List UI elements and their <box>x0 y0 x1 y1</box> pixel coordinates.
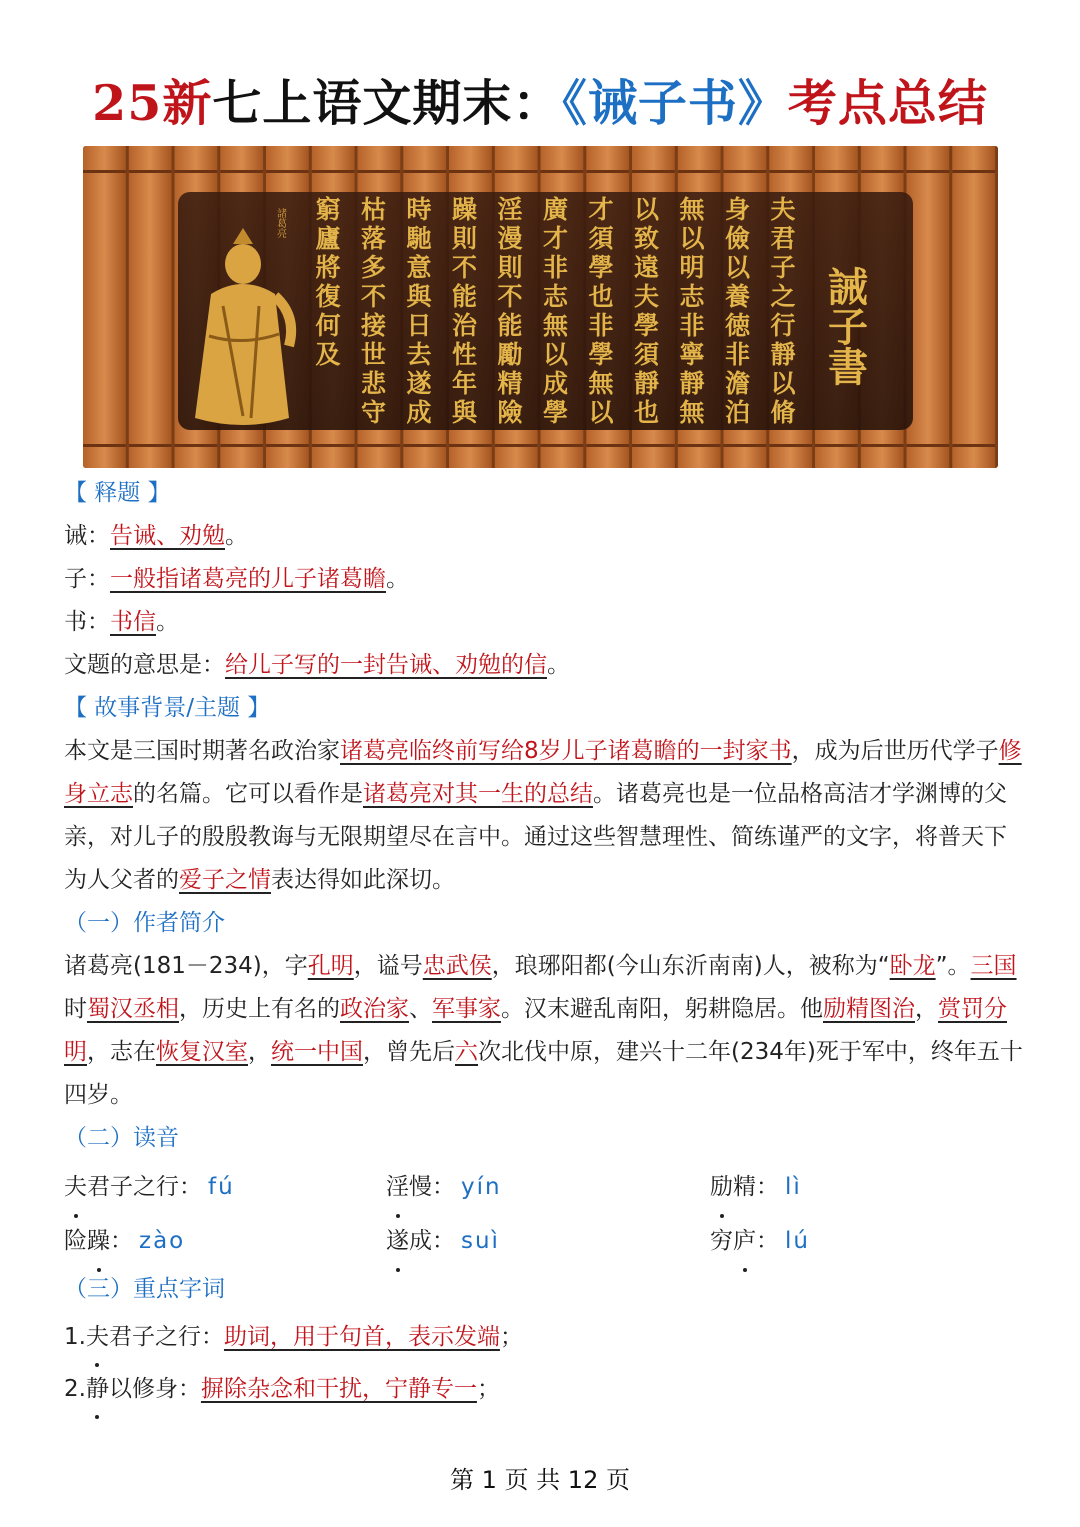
binding-cord <box>175 444 218 447</box>
scroll-character: 與 <box>451 398 478 427</box>
binding-cord <box>769 444 812 447</box>
binding-cord <box>724 170 767 173</box>
underlined-term: 爱子之情 <box>179 867 271 893</box>
binding-cord <box>83 170 126 173</box>
scroll-character: 夫 <box>633 282 660 311</box>
scroll-character: 意 <box>406 253 432 282</box>
scroll-character: 守 <box>360 398 387 427</box>
scroll-character: 廣 <box>542 195 569 224</box>
scroll-character: 能 <box>497 311 523 340</box>
binding-cord <box>952 444 995 447</box>
scroll-character: 脩 <box>770 398 796 427</box>
scroll-character: 及 <box>315 340 341 369</box>
word-suffix: 精： <box>733 1174 779 1200</box>
underlined-term: 诸葛亮对其一生的总结 <box>363 781 593 807</box>
scroll-character: 儉 <box>724 224 751 253</box>
binding-cord <box>495 170 538 173</box>
scroll-character: 靜 <box>770 340 796 369</box>
binding-cord <box>312 444 355 447</box>
dotted-char: 淫 <box>386 1160 409 1214</box>
scroll-character: 治 <box>451 311 478 340</box>
binding-cord <box>678 444 721 447</box>
binding-cord <box>952 170 995 173</box>
scroll-character: 何 <box>315 311 341 340</box>
pinyin-item <box>710 1214 810 1268</box>
scroll-character: 與 <box>406 282 432 311</box>
section-header-shiti: 【 释题 】 <box>64 480 171 506</box>
author-name-label: 諸葛亮 <box>274 208 286 238</box>
scroll-character: 成 <box>542 369 569 398</box>
page-title <box>0 68 1080 138</box>
keyword-item <box>64 1363 1024 1415</box>
scroll-character: 非 <box>724 340 751 369</box>
binding-cord <box>220 444 263 447</box>
pinyin-text: suì <box>461 1228 500 1254</box>
scroll-character: 不 <box>360 282 387 311</box>
binding-cord <box>678 170 721 173</box>
binding-cord <box>220 170 263 173</box>
pinyin-row <box>64 1160 1024 1214</box>
binding-cord <box>907 444 950 447</box>
pinyin-item <box>64 1214 185 1268</box>
binding-cord <box>907 170 950 173</box>
word-suffix: ： <box>110 1228 133 1254</box>
binding-cord <box>815 444 858 447</box>
dotted-char: 夫 <box>64 1160 87 1214</box>
dotted-char: 励 <box>710 1160 733 1214</box>
scroll-character: 精 <box>497 369 523 398</box>
word-suffix: 慢： <box>409 1174 455 1200</box>
scroll-character: 學 <box>633 311 660 340</box>
scroll-character: 徳 <box>724 311 751 340</box>
scroll-character: 無 <box>679 195 705 224</box>
scroll-character: 則 <box>497 253 523 282</box>
scroll-character: 枯 <box>360 195 387 224</box>
scroll-character: 將 <box>315 253 341 282</box>
term-label: 文题的意思是： <box>64 652 225 678</box>
scroll-character: 泊 <box>724 398 751 427</box>
section-header-reading: （二）读音 <box>64 1125 179 1151</box>
scroll-character: 廬 <box>315 224 341 253</box>
punctuation: 。 <box>156 609 179 635</box>
scroll-character: 以 <box>679 224 705 253</box>
scroll-character: 非 <box>542 253 569 282</box>
keyword-list <box>64 1311 1024 1415</box>
scroll-character: 子 <box>770 253 796 282</box>
author-paragraph: 诸葛亮(181－234)，字孔明，谥号忠武侯，琅琊阳都(今山东沂南南)人，被称为“卧龙”。三国时蜀汉丞相，历史上有名的政治家、军事家。汉末避乱南阳，躬耕隐居。他励精图治，赏罚分明，志在恢复汉室，统一中国，曾先后六次北伐中原，建兴十二年(234年)死于军中，终年五十四岁。 <box>64 953 1023 1108</box>
scroll-character: 以 <box>770 369 796 398</box>
scroll-character: 養 <box>724 282 751 311</box>
binding-cord <box>769 170 812 173</box>
scroll-character: 行 <box>770 311 796 340</box>
scroll-character: 能 <box>451 282 478 311</box>
binding-cord <box>175 170 218 173</box>
binding-cord <box>632 170 675 173</box>
scroll-character: 不 <box>451 253 478 282</box>
shiti-row <box>64 601 1024 644</box>
bamboo-slip <box>83 146 126 468</box>
pinyin-text: yín <box>461 1174 502 1200</box>
scroll-character: 馳 <box>406 224 432 253</box>
scroll-character: 淫 <box>497 195 523 224</box>
word-prefix: 险 <box>64 1228 87 1254</box>
shiti-row <box>64 644 1024 687</box>
binding-cord <box>449 444 492 447</box>
binding-cord <box>541 170 584 173</box>
scroll-character: 非 <box>679 311 705 340</box>
scroll-character: 靜 <box>679 369 705 398</box>
scroll-character: 須 <box>588 224 614 253</box>
scroll-character: 明 <box>679 253 705 282</box>
scroll-character: 險 <box>497 398 523 427</box>
dotted-char: 遂 <box>386 1214 409 1268</box>
scroll-character: 躁 <box>451 195 478 224</box>
pinyin-item <box>386 1214 500 1268</box>
keyword-meaning: 助词，用于句首，表示发端 <box>223 1324 500 1350</box>
item-number: 1. <box>64 1324 86 1350</box>
scroll-character: 君 <box>770 224 796 253</box>
binding-cord <box>541 444 584 447</box>
section-header-background: 【 故事背景/主题 】 <box>64 695 271 721</box>
scroll-character: 世 <box>360 340 387 369</box>
underlined-term: 诸葛亮临终前写给8岁儿子诸葛瞻的一封家书 <box>340 738 792 764</box>
scroll-character: 才 <box>588 195 614 224</box>
scroll-character: 性 <box>451 340 478 369</box>
binding-cord <box>495 444 538 447</box>
scroll-character: 日 <box>406 311 432 340</box>
page-footer: 第 1 页 共 12 页 <box>450 1466 630 1494</box>
scroll-character: 年 <box>451 369 478 398</box>
scroll-character: 多 <box>360 253 387 282</box>
dotted-char: 夫 <box>86 1311 109 1363</box>
scroll-character: 夫 <box>770 195 796 224</box>
scroll-character: 遂 <box>406 369 432 398</box>
scroll-character: 無 <box>542 311 569 340</box>
title-grade: 七上语文期末： <box>212 74 563 132</box>
scroll-title: 誡子書 <box>821 266 869 386</box>
shiti-row <box>64 558 1024 601</box>
scroll-character: 不 <box>497 282 523 311</box>
scroll-character: 致 <box>633 224 660 253</box>
title-book: 《诫子书》 <box>562 74 788 132</box>
scroll-character: 也 <box>588 282 614 311</box>
binding-cord <box>586 170 629 173</box>
section-header-author: （一）作者简介 <box>64 910 225 936</box>
term-label: 诫： <box>64 523 110 549</box>
pinyin-text: lì <box>785 1174 802 1200</box>
dotted-char: 躁 <box>87 1214 110 1268</box>
pinyin-row <box>64 1214 1024 1268</box>
term-meaning: 给儿子写的一封告诫、劝勉的信 <box>225 652 547 678</box>
binding-cord <box>861 170 904 173</box>
term-meaning: 一般指诸葛亮的儿子诸葛瞻 <box>110 566 386 592</box>
scroll-character: 寧 <box>679 340 705 369</box>
scroll-character: 以 <box>724 253 751 282</box>
scroll-character: 成 <box>406 398 432 427</box>
scroll-character: 復 <box>315 282 341 311</box>
scroll-character: 漫 <box>497 224 523 253</box>
bamboo-slip <box>129 146 172 468</box>
scroll-character: 以 <box>633 195 660 224</box>
binding-cord <box>266 444 309 447</box>
scroll-character: 無 <box>588 369 614 398</box>
scroll-character: 靜 <box>633 369 660 398</box>
binding-cord <box>586 444 629 447</box>
scroll-character: 遠 <box>633 253 660 282</box>
scroll-character: 志 <box>679 282 705 311</box>
dotted-char: 静 <box>86 1363 109 1415</box>
section-header-keywords: （三）重点字词 <box>64 1276 225 1302</box>
punctuation: ； <box>476 1376 500 1402</box>
punctuation: 。 <box>225 523 248 549</box>
scroll-character: 之 <box>770 282 796 311</box>
word-suffix: 君子之行： <box>87 1174 202 1200</box>
binding-cord <box>83 444 126 447</box>
word-prefix: 穷 <box>710 1228 733 1254</box>
word-suffix: 君子之行： <box>108 1324 224 1350</box>
term-meaning: 告诫、劝勉 <box>110 523 225 549</box>
scroll-character: 志 <box>542 282 569 311</box>
scroll-character: 學 <box>588 340 614 369</box>
scroll-character: 窮 <box>315 195 341 224</box>
scroll-character: 接 <box>360 311 387 340</box>
scroll-character: 落 <box>360 224 387 253</box>
binding-cord <box>632 444 675 447</box>
scroll-character: 去 <box>406 340 432 369</box>
scroll-character: 也 <box>633 398 660 427</box>
scroll-character: 悲 <box>360 369 387 398</box>
underlined-term: 修身立志 <box>64 738 1022 807</box>
background-paragraph: 本文是三国时期著名政治家诸葛亮临终前写给8岁儿子诸葛瞻的一封家书，成为后世历代学子修身立志的名篇。它可以看作是诸葛亮对其一生的总结。诸葛亮也是一位品格高洁才学渊博的父亲，对儿子的殷殷教诲与无限期望尽在言中。通过这些智慧理性、简练谨严的文字，将普天下为人父者的爱子之情表达得如此深切。 <box>64 738 1022 893</box>
scroll-character: 以 <box>588 398 614 427</box>
punctuation: 。 <box>547 652 570 678</box>
scroll-character: 學 <box>542 398 569 427</box>
binding-cord <box>129 444 172 447</box>
shiti-row <box>64 515 1024 558</box>
scroll-character: 時 <box>406 195 432 224</box>
scroll-character: 澹 <box>724 369 751 398</box>
punctuation: 。 <box>386 566 409 592</box>
keyword-meaning: 摒除杂念和干扰，宁静专一 <box>200 1376 477 1402</box>
scroll-character: 身 <box>724 195 751 224</box>
binding-cord <box>815 170 858 173</box>
pinyin-item <box>64 1160 235 1214</box>
binding-cord <box>312 170 355 173</box>
binding-cord <box>266 170 309 173</box>
term-label: 书： <box>64 609 110 635</box>
bamboo-scroll-image <box>83 146 998 468</box>
scroll-character: 以 <box>542 340 569 369</box>
binding-cord <box>358 444 401 447</box>
scroll-character: 勵 <box>497 340 523 369</box>
title-new: 新 <box>162 74 213 132</box>
pinyin-text: fú <box>208 1174 235 1200</box>
punctuation: ； <box>499 1324 523 1350</box>
binding-cord <box>724 444 767 447</box>
item-number: 2. <box>64 1376 86 1402</box>
bamboo-slip <box>952 146 995 468</box>
word-suffix: 成： <box>409 1228 455 1254</box>
title-number: 25 <box>92 74 163 132</box>
term-label: 子： <box>64 566 110 592</box>
title-summary: 考点总结 <box>787 74 988 132</box>
scroll-character: 才 <box>542 224 569 253</box>
binding-cord <box>861 444 904 447</box>
word-suffix: ： <box>756 1228 779 1254</box>
scroll-character: 須 <box>633 340 660 369</box>
binding-cord <box>129 170 172 173</box>
term-meaning: 书信 <box>110 609 156 635</box>
pinyin-item <box>710 1160 802 1214</box>
pinyin-text: lú <box>785 1228 810 1254</box>
scroll-character: 非 <box>588 311 614 340</box>
dotted-char: 庐 <box>733 1214 756 1268</box>
scroll-character: 無 <box>679 398 705 427</box>
scroll-character: 則 <box>451 224 478 253</box>
binding-cord <box>449 170 492 173</box>
word-suffix: 以修身： <box>108 1376 201 1402</box>
binding-cord <box>403 444 446 447</box>
pinyin-text: zào <box>139 1228 186 1254</box>
pinyin-table <box>64 1160 1024 1268</box>
binding-cord <box>403 170 446 173</box>
binding-cord <box>358 170 401 173</box>
pinyin-item <box>386 1160 502 1214</box>
keyword-item <box>64 1311 1024 1363</box>
scroll-character: 學 <box>588 253 614 282</box>
